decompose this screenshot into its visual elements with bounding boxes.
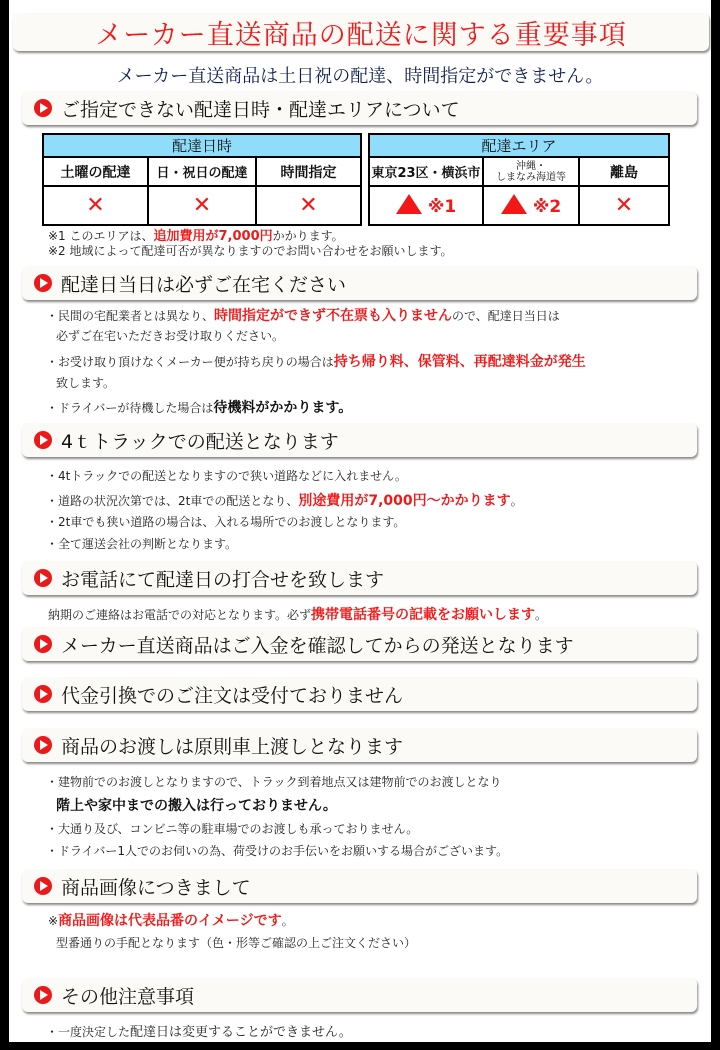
- section-heading-label: 代金引換でのご注文は受付ておりません: [61, 684, 404, 707]
- list-item: ・4tトラックでの配送となりますので狭い道路などに入れません。: [46, 469, 407, 483]
- list-item: ・建物前でのお渡しとなりますので、トラック到着地点又は建物前でのお渡しとなり: [46, 775, 502, 789]
- section-heading-4t-truck: [22, 423, 697, 457]
- list-item: [46, 351, 586, 371]
- section-heading-curbside: [22, 728, 697, 762]
- play-arrow-icon: [34, 274, 52, 292]
- list-item-continued: 必ずご在宅いただきお受け取りください。: [56, 329, 285, 343]
- section-heading-label: ご指定できない配達日時・配達エリアについて: [61, 98, 460, 121]
- note-text: かかります。: [272, 229, 344, 243]
- list-item: [46, 490, 523, 510]
- cross-icon: ✕: [256, 186, 361, 225]
- section-heading-payment-first: [22, 627, 697, 661]
- item-text: ・民間の宅配業者とは異なり、: [46, 309, 215, 323]
- list-item: [48, 604, 547, 624]
- item-text: ・道路の状況次第では、2t車での配送となり、: [46, 494, 299, 508]
- section-heading-label: その他注意事項: [61, 985, 195, 1008]
- list-item: 型番通りの手配となります（色・形等ご確認の上ご注文ください）: [56, 936, 417, 950]
- column-label-line1: 沖縄・: [516, 160, 546, 172]
- item-text: ので、配達日当日は: [452, 309, 560, 323]
- triangle-icon: [501, 194, 527, 214]
- item-highlight: 商品画像は代表品番のイメージです: [58, 913, 282, 929]
- table-header: 配達日時: [43, 134, 361, 157]
- section-heading-label: 商品のお渡しは原則車上渡しとなります: [61, 735, 404, 758]
- list-item: [46, 397, 352, 417]
- list-item: [48, 910, 294, 930]
- item-highlight: 時間指定ができず不在票も入りません: [214, 308, 453, 324]
- column-remote-islands: 離島: [579, 157, 669, 186]
- column-saturday: 土曜の配達: [43, 157, 148, 186]
- list-item: [46, 1021, 352, 1040]
- title-banner: [13, 13, 709, 51]
- item-text: 。: [281, 914, 294, 928]
- item-bold: 待機料がかかります。: [213, 400, 353, 416]
- section-heading-label: 配達日当日は必ずご在宅ください: [61, 273, 347, 296]
- item-highlight: 別途費用が7,000円～かかります: [298, 493, 511, 509]
- triangle-note1-cell: [369, 186, 483, 225]
- section-heading-label: 4ｔトラックでの配送となります: [61, 430, 339, 453]
- play-arrow-icon: [34, 99, 52, 117]
- cross-icon: ✕: [148, 186, 256, 225]
- list-item: ・大通り及び、コンビニ等の駐車場でのお渡しも承っておりません。: [46, 822, 419, 836]
- item-text: 納期のご連絡はお電話での対応となります。必ず: [48, 608, 312, 622]
- list-item: ・ドライバー1人でのお伺いの為、荷受けのお手伝いをお願いする場合がございます。: [46, 844, 509, 858]
- column-time-spec: 時間指定: [256, 157, 361, 186]
- note-text: ※1 このエリアは、: [48, 229, 154, 243]
- triangle-note2-cell: [483, 186, 579, 225]
- triangle-icon: [396, 194, 422, 214]
- item-text: 。: [510, 494, 523, 508]
- play-arrow-icon: [34, 736, 52, 754]
- section-heading-product-images: [22, 869, 697, 903]
- column-okinawa-shimanami: [483, 157, 579, 186]
- list-item-continued: 階上や家中までの搬入は行っておりません。: [56, 798, 337, 814]
- page-title: メーカー直送商品の配送に関する重要事項: [95, 19, 627, 51]
- play-arrow-icon: [34, 569, 52, 587]
- section-heading-label: 商品画像につきまして: [61, 876, 251, 899]
- delivery-datetime-table: [42, 133, 362, 226]
- item-text: ・一度決定した: [46, 1025, 131, 1039]
- delivery-area-table: [368, 133, 670, 226]
- subtitle: メーカー直送商品は土日祝の配達、時間指定ができません。: [116, 66, 604, 87]
- note-2: ※2 地域によって配達可否が異なりますのでお問い合わせをお願いします。: [48, 244, 453, 258]
- section-heading-phone: [22, 561, 697, 595]
- item-text: ・お受け取り頂けなくメーカー便が持ち戻りの場合は: [46, 355, 334, 369]
- play-arrow-icon: [34, 986, 52, 1004]
- note-highlight: 追加費用が7,000円: [153, 229, 273, 244]
- play-arrow-icon: [34, 635, 52, 653]
- column-label-line2: しまなみ海道等: [496, 171, 566, 183]
- item-bold: 配達日は変更することができません。: [130, 1025, 352, 1040]
- section-heading-restrictions: [22, 91, 697, 125]
- note-ref: ※1: [427, 197, 457, 217]
- item-highlight: 携帯電話番号の記載をお願いします: [311, 607, 536, 623]
- column-tokyo-yokohama: 東京23区・横浜市: [369, 157, 483, 186]
- list-item: ・2t車でも狭い道路の場合は、入れる場所でのお渡しとなります。: [46, 515, 406, 529]
- list-item: [46, 305, 560, 325]
- item-highlight: 持ち帰り料、保管料、再配達料金が発生: [333, 354, 586, 370]
- list-item-continued: 致します。: [56, 376, 116, 390]
- section-heading-other-notes: [22, 978, 697, 1012]
- item-text: ・ドライバーが待機した場合は: [46, 401, 214, 415]
- table-header: 配達エリア: [369, 134, 669, 157]
- list-item: ・全て運送会社の判断となります。: [46, 537, 238, 551]
- item-text: 。: [535, 608, 548, 622]
- item-text: ※: [48, 914, 59, 928]
- section-heading-no-cod: [22, 677, 697, 711]
- section-heading-label: メーカー直送商品はご入金を確認してからの発送となります: [61, 634, 574, 657]
- play-arrow-icon: [34, 877, 52, 895]
- section-heading-be-home: [22, 266, 697, 300]
- column-sunday-holiday: 日・祝日の配達: [148, 157, 256, 186]
- section-heading-label: お電話にて配達日の打合せを致します: [61, 568, 385, 591]
- play-arrow-icon: [34, 685, 52, 703]
- note-ref: ※2: [532, 197, 562, 217]
- play-arrow-icon: [34, 431, 52, 449]
- cross-icon: ✕: [43, 186, 148, 225]
- cross-icon: ✕: [579, 186, 669, 225]
